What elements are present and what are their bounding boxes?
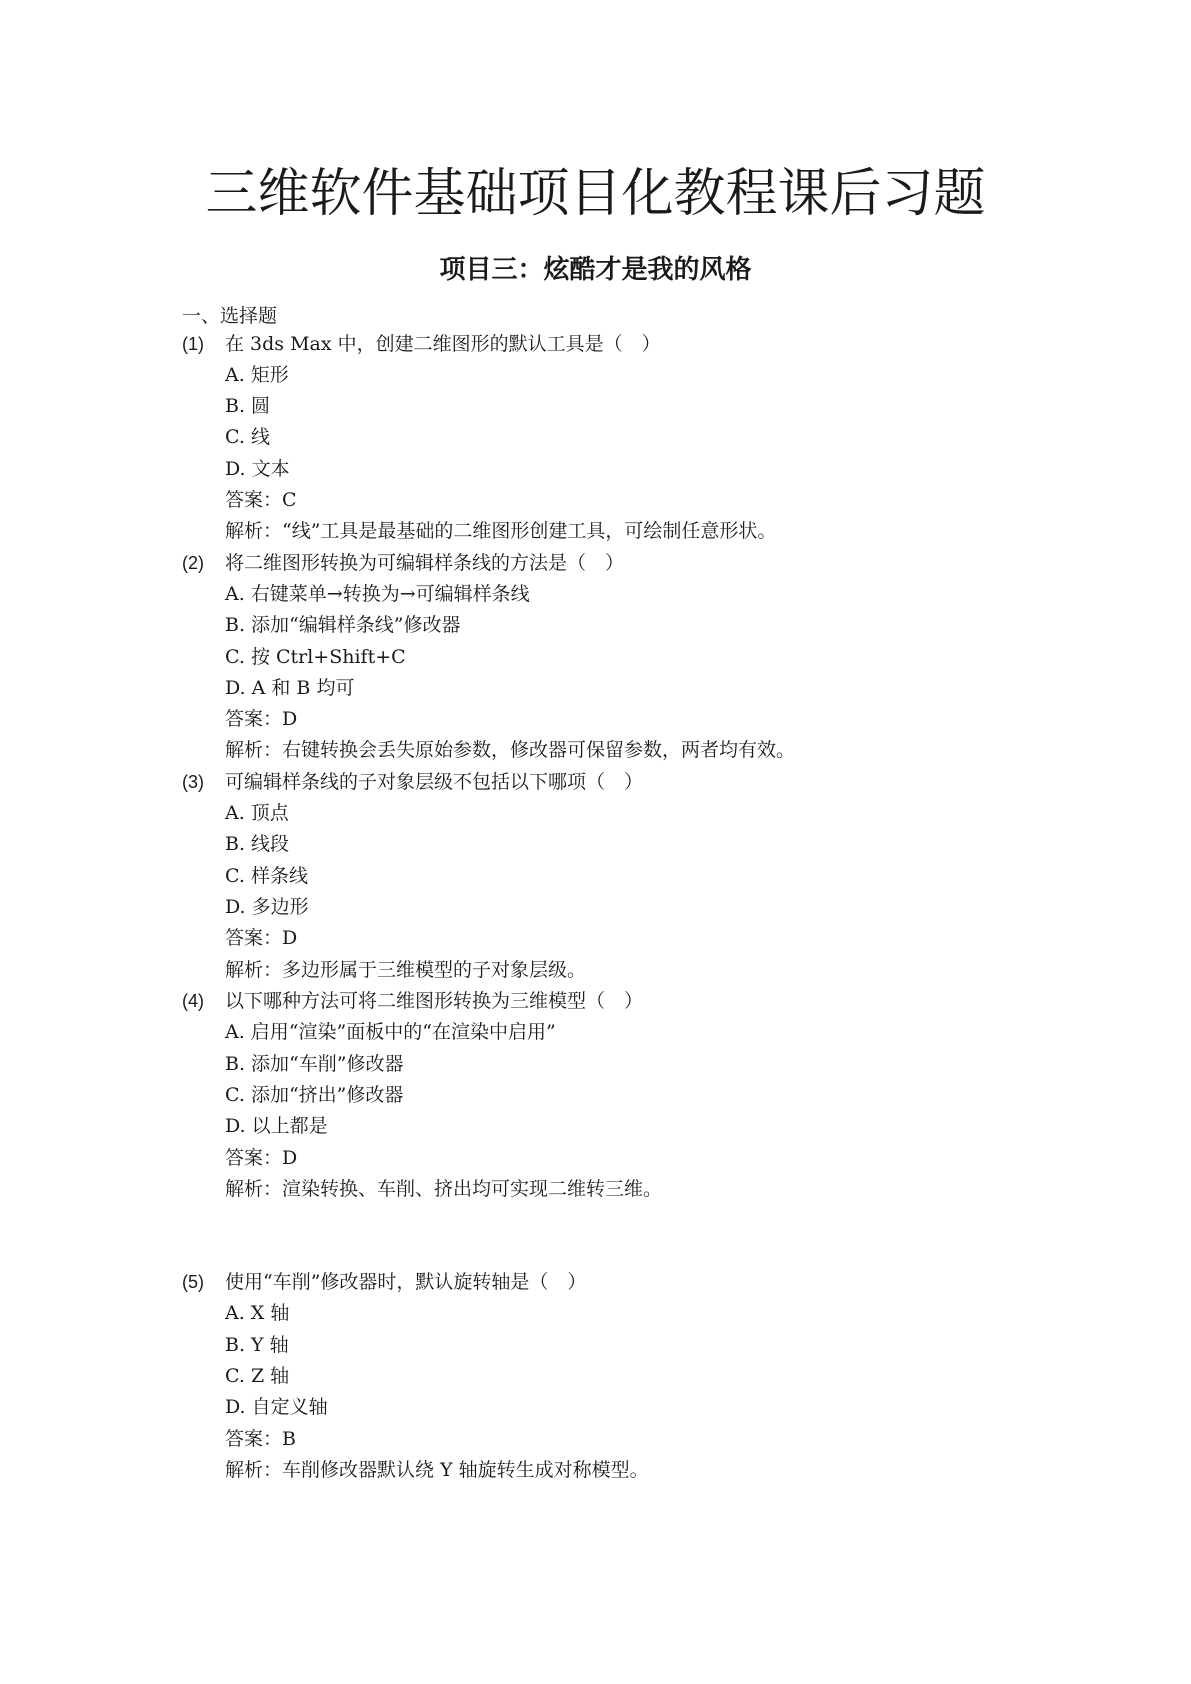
option-a: A. 顶点	[225, 802, 289, 824]
question-stem: 可编辑样条线的子对象层级不包括以下哪项（ ）	[225, 771, 644, 793]
document-title: 三维软件基础项目化教程课后习题	[205, 164, 986, 224]
analysis: 解析：车削修改器默认绕 Y 轴旋转生成对称模型。	[225, 1459, 649, 1481]
answer: 答案：B	[225, 1428, 296, 1450]
question-number: (2)	[182, 553, 204, 573]
option-d: D. 多边形	[225, 896, 309, 918]
option-c: C. Z 轴	[225, 1365, 290, 1387]
answer: 答案：C	[225, 489, 297, 511]
question-number: (3)	[182, 772, 204, 792]
option-a: A. 矩形	[225, 364, 289, 386]
option-d: D. 自定义轴	[225, 1396, 328, 1418]
answer: 答案：D	[225, 708, 298, 730]
analysis: 解析：右键转换会丢失原始参数，修改器可保留参数，两者均有效。	[225, 739, 796, 761]
option-d: D. 文本	[225, 458, 290, 480]
question-stem: 在 3ds Max 中，创建二维图形的默认工具是（ ）	[225, 333, 661, 355]
answer: 答案：D	[225, 927, 298, 949]
section-heading: 一、选择题	[182, 305, 278, 327]
option-c: C. 按 Ctrl+Shift+C	[225, 646, 406, 668]
analysis: 解析：渲染转换、车削、挤出均可实现二维转三维。	[225, 1178, 663, 1200]
option-a: A. 右键菜单→转换为→可编辑样条线	[225, 583, 530, 605]
question-stem: 以下哪种方法可将二维图形转换为三维模型（ ）	[225, 990, 644, 1012]
question-stem: 使用“车削”修改器时，默认旋转轴是（ ）	[225, 1271, 587, 1293]
option-d: D. 以上都是	[225, 1115, 328, 1137]
question-number: (4)	[182, 991, 204, 1011]
question-number: (5)	[182, 1272, 204, 1292]
option-b: B. 线段	[225, 833, 290, 855]
question-number: (1)	[182, 334, 204, 354]
option-c: C. 添加“挤出”修改器	[225, 1084, 404, 1106]
document-subtitle: 项目三：炫酷才是我的风格	[439, 255, 752, 285]
option-b: B. 圆	[225, 395, 271, 417]
option-b: B. Y 轴	[225, 1334, 289, 1356]
option-d: D. A 和 B 均可	[225, 677, 355, 699]
option-c: C. 线	[225, 426, 270, 448]
option-b: B. 添加“车削”修改器	[225, 1053, 404, 1075]
analysis: 解析：多边形属于三维模型的子对象层级。	[225, 959, 587, 981]
analysis: 解析：“线”工具是最基础的二维图形创建工具，可绘制任意形状。	[225, 520, 777, 542]
option-b: B. 添加“编辑样条线”修改器	[225, 614, 461, 636]
question-stem: 将二维图形转换为可编辑样条线的方法是（ ）	[225, 552, 625, 574]
option-a: A. 启用“渲染”面板中的“在渲染中启用”	[225, 1021, 556, 1043]
option-c: C. 样条线	[225, 865, 308, 887]
answer: 答案：D	[225, 1147, 298, 1169]
option-a: A. X 轴	[225, 1302, 290, 1324]
